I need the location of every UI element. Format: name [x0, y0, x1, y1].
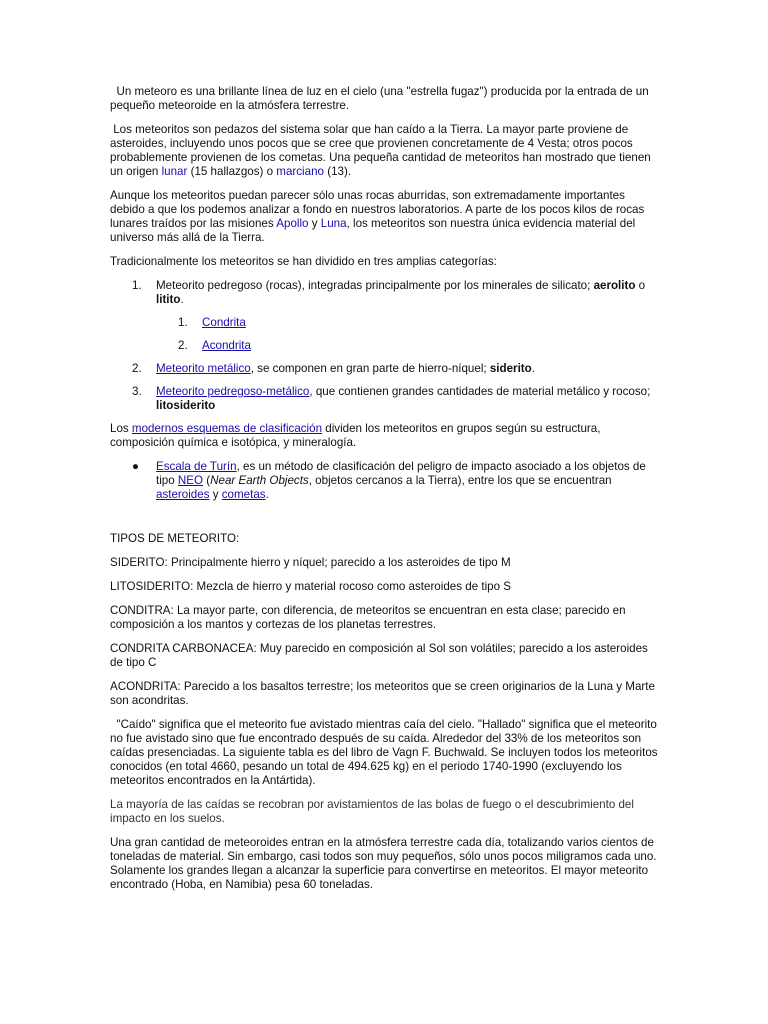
sub-list-item-condrita — [156, 316, 662, 330]
link-asteroides[interactable]: asteroides — [156, 488, 210, 501]
link-esquemas-clasificacion[interactable]: modernos esquemas de clasificación — [131, 422, 323, 435]
link-lunar[interactable]: lunar — [161, 165, 188, 178]
type-condrita-carbonacea: CONDRITA CARBONACEA: Muy parecido en composición al Sol son volátiles; parecido a los asteroides de tipo C — [110, 642, 648, 669]
bullet-icon: ● — [132, 460, 140, 473]
paragraph-meteoritos: Los meteoritos son pedazos del sistema solar que han caído a la Tierra. La mayor parte proviene de asteroides, incluyendo unos pocos que se cree que provienen concretamente de 4 Vesta; otros pocos probablemente provienen de los cometas. Una pequeña cantidad de meteoritos han mostrado que tienen un origen lunar (15 hallazgos) o marciano (13). — [110, 123, 654, 178]
link-condrita[interactable]: Condrita — [202, 316, 246, 329]
paragraph-meteoroides: Una gran cantidad de meteoroides entran en la atmósfera terrestre cada día, totalizando varios cientos de toneladas de material. Sin embargo, casi todos son muy pequeños, sólo unos pocos miligramos cada uno. Solamente los grandes llegan a alcanzar la superficie para convertirse en meteoritos. El mayor meteorito encontrado (Hoba, en Namibia) pesa 60 toneladas. — [110, 836, 657, 891]
term-litito: litito — [156, 293, 181, 306]
heading-tipos-meteorito: TIPOS DE METEORITO: — [110, 532, 240, 545]
link-acondrita[interactable]: Acondrita — [202, 339, 251, 352]
link-apollo[interactable]: Apollo — [276, 217, 309, 230]
term-aerolito: aerolito — [593, 279, 636, 292]
term-litosiderito: litosiderito — [156, 399, 216, 412]
paragraph-importancia: Aunque los meteoritos puedan parecer sólo unas rocas aburridas, son extremadamente importantes debido a que los podemos analizar a fondo en nuestros laboratorios. A parte de los pocos kilos de rocas lunares traídos por las misiones Apollo y Luna, los meteoritos son nuestra única evidencia material del universo más allá de la Tierra. — [110, 189, 645, 244]
type-acondrita: ACONDRITA: Parecido a los basaltos terrestre; los meteoritos que se creen originarios de la Luna y Marte son acondritas. — [110, 680, 655, 707]
list-item-metalico: 2. Meteorito metálico, se componen en gran parte de hierro-níquel; siderito. — [132, 362, 535, 375]
link-meteorito-metalico[interactable]: Meteorito metálico — [156, 362, 251, 375]
list-number: 1. — [178, 316, 188, 329]
paragraph-caido-hallado: "Caído" significa que el meteorito fue avistado mientras caía del cielo. "Hallado" significa que el meteorito no fue avistado sino que fue encontrado después de su caída. Alrededor del 33% de los meteoritos son caídas presenciadas. La siguiente tabla es del libro de Vagn F. Buchwald. Se incluyen todos los meteoritos conocidos (en total 4660, pesando un total de 494.625 kg) en el periodo 1740-1990 (excluyendo los meteoritos encontrados en la Antártida). — [110, 718, 661, 787]
term-siderito: siderito — [489, 362, 532, 375]
link-luna[interactable]: Luna — [320, 217, 347, 230]
link-meteorito-pedregoso-metalico[interactable]: Meteorito pedregoso-metálico — [156, 385, 310, 398]
paragraph-clasificacion: Los modernos esquemas de clasificación dividen los meteoritos en grupos según su estructura, composición química e isotópica, y mineralogía. — [110, 422, 601, 449]
type-conditra: CONDITRA: La mayor parte, con diferencia, de meteoritos se encuentran en esta clase; parecido en composición a los mantos y cortezas de los planetas terrestres. — [110, 604, 626, 631]
list-number: 2. — [178, 339, 188, 352]
list-number: 2. — [132, 362, 142, 375]
list-number: 1. — [132, 279, 142, 292]
list-item-pedregoso: 1. Meteorito pedregoso (rocas), integradas principalmente por los minerales de silicato; aerolito o litito. — [132, 279, 646, 306]
bullet-item-turin: ● Escala de Turín, es un método de clasificación del peligro de impacto asociado a los objetos de tipo NEO (Near Earth Objects, objetos cercanos a la Tierra), entre los que se encuentran asteroides y cometas. — [132, 460, 646, 501]
link-cometas[interactable]: cometas — [221, 488, 266, 501]
paragraph-meteoro: Un meteoro es una brillante línea de luz en el cielo (una "estrella fugaz") producida por la entrada de un pequeño meteoroide en la atmósfera terrestre. — [110, 85, 652, 112]
list-item-pedregoso-metalico: 3. Meteorito pedregoso-metálico, que contienen grandes cantidades de material metálico y rocoso; litosiderito — [132, 385, 651, 412]
paragraph-categorias: Tradicionalmente los meteoritos se han dividido en tres amplias categorías: — [110, 255, 497, 268]
document-body — [110, 85, 662, 902]
type-litosiderito: LITOSIDERITO: Mezcla de hierro y material rocoso como asteroides de tipo S — [110, 580, 512, 593]
categories-list — [110, 279, 662, 413]
link-escala-turin[interactable]: Escala de Turín — [156, 460, 237, 473]
link-marciano[interactable]: marciano — [276, 165, 324, 178]
paragraph-recobro: La mayoría de las caídas se recobran por avistamientos de las bolas de fuego o el descubrimiento del impacto en los suelos. — [110, 798, 634, 825]
type-siderito: SIDERITO: Principalmente hierro y níquel; parecido a los asteroides de tipo M — [110, 556, 511, 569]
term-near-earth-objects: Near Earth Objects — [210, 474, 309, 487]
sub-list-item-acondrita — [156, 339, 662, 353]
link-neo[interactable]: NEO — [177, 474, 204, 487]
spacer — [110, 512, 662, 532]
list-number: 3. — [132, 385, 142, 398]
sub-list — [110, 316, 662, 353]
